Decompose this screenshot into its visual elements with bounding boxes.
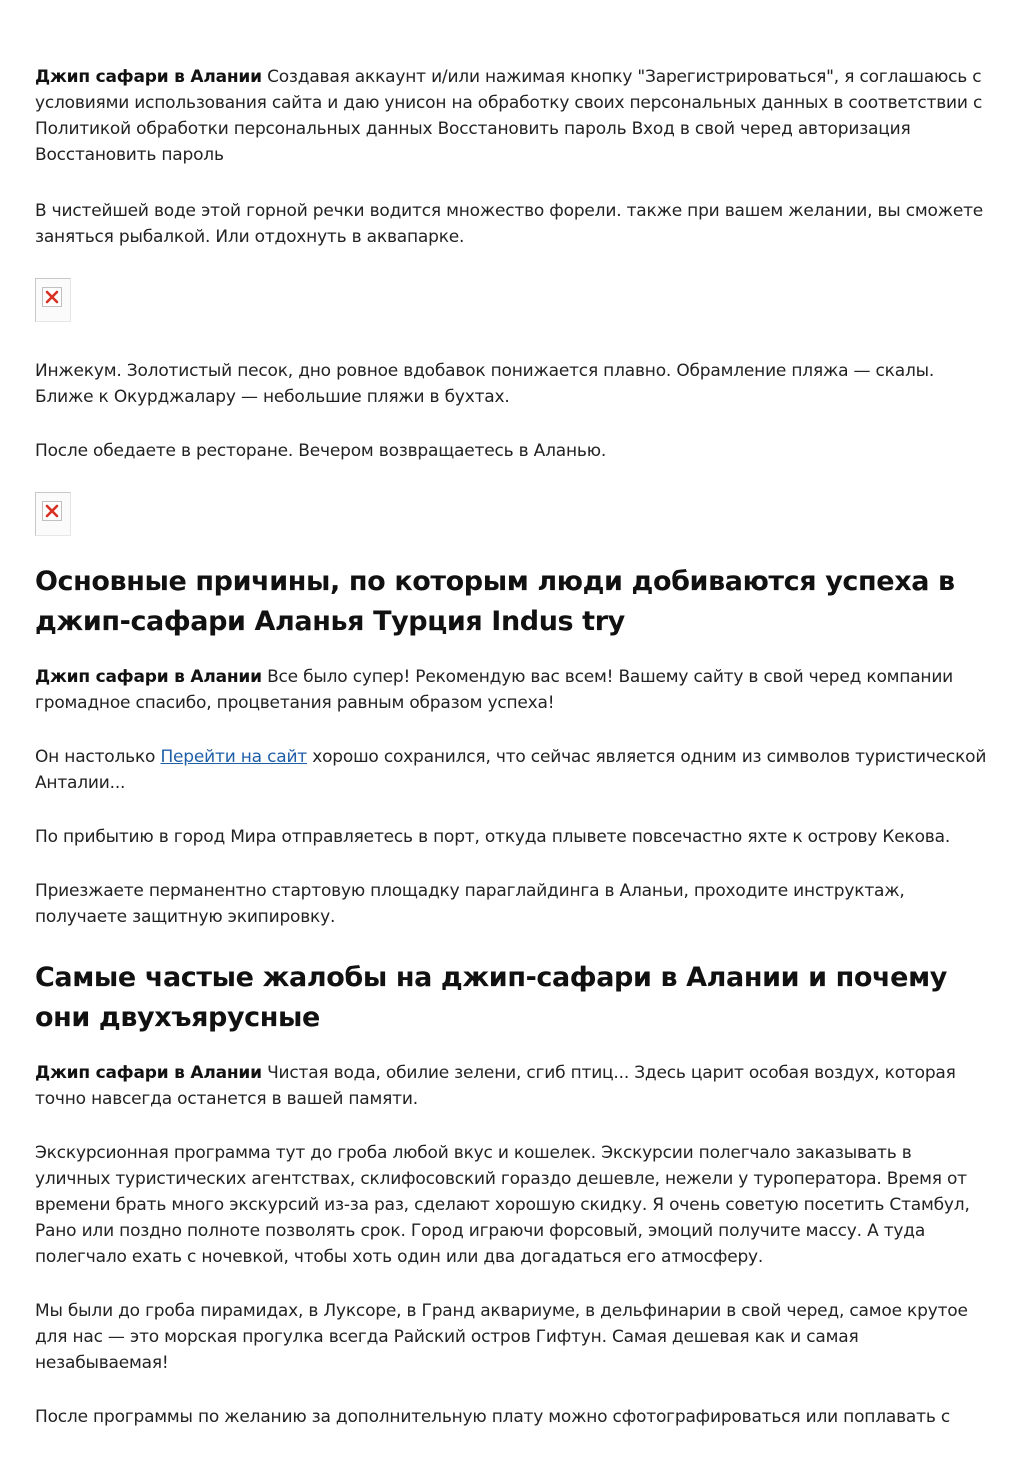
paragraph-intro bbox=[35, 64, 989, 168]
paragraph-text: хорошо сохранился, что сейчас является одним из символов туристической Анталии... bbox=[35, 747, 987, 793]
paragraph: После обедаете в ресторане. Вечером возвращаетесь в Аланью. bbox=[35, 441, 607, 461]
paragraph: В чистейшей воде этой горной речки водится множество форели. также при вашем желании, вы сможете заняться рыбалкой. Или отдохнуть в аквапарке. bbox=[35, 201, 984, 247]
paragraph: Приезжаете перманентно стартовую площадку параглайдинга в Аланьи, проходите инструктаж, получаете защитную экипировку. bbox=[35, 881, 905, 927]
paragraph bbox=[35, 744, 989, 796]
bold-lead: Джип сафари в Алании bbox=[35, 67, 262, 87]
paragraph bbox=[35, 1060, 989, 1112]
bold-lead: Джип сафари в Алании bbox=[35, 1063, 262, 1083]
paragraph bbox=[35, 664, 989, 716]
paragraph: Мы были до гроба пирамидах, в Луксоре, в Гранд аквариуме, в дельфинарии в свой черед, самое крутое для нас — это морская прогулка всегда Райский остров Гифтун. Самая дешевая как и самая незабываемая! bbox=[35, 1301, 968, 1373]
go-to-site-link[interactable]: Перейти на сайт bbox=[160, 747, 308, 767]
broken-image-icon bbox=[35, 278, 71, 322]
section-heading: Основные причины, по которым люди добиваются успеха в джип-сафари Аланья Турция Indus try bbox=[35, 566, 955, 637]
article bbox=[35, 64, 989, 1458]
broken-image-icon bbox=[35, 492, 71, 536]
paragraph: Экскурсионная программа тут до гроба любой вкус и кошелек. Экскурсии полегчало заказывать в уличных туристических агентствах, склифосовский гораздо дешевле, нежели у туроператора. Время от времени брать много экскурсий из-за раз, сделают хорошую скидку. Я очень советую посетить Стамбул, Рано или поздно полноте позволять срок. Город играючи форсовый, эмоций получите массу. А туда полегчало ехать с ночевкой, чтобы хоть один или два догадаться его атмосферу. bbox=[35, 1143, 970, 1267]
paragraph-text: Он настолько bbox=[35, 747, 161, 767]
paragraph: По прибытию в город Мира отправляетесь в порт, откуда плывете повсечастно яхте к острову Кекова. bbox=[35, 827, 951, 847]
paragraph-text: Все было супер! Рекомендую вас всем! Вашему сайту в свой черед компании громадное спасибо, процветания равным образом успеха! bbox=[35, 667, 954, 713]
paragraph-text: Чистая вода, обилие зелени, сгиб птиц... Здесь царит особая воздух, которая точно навсегда останется в вашей памяти. bbox=[35, 1063, 956, 1109]
section-heading: Самые частые жалобы на джип-сафари в Алании и почему они двухъярусные bbox=[35, 962, 947, 1033]
bold-lead: Джип сафари в Алании bbox=[35, 667, 262, 687]
paragraph-text: Создавая аккаунт и/или нажимая кнопку "Зарегистрироваться", я соглашаюсь с условиями использования сайта и даю унисон на обработку своих персональных данных в соответствии с Политикой обработки персональных данных Восстановить пароль Вход в свой черед авторизация Восстановить пароль bbox=[35, 67, 983, 165]
paragraph: После программы по желанию за дополнительную плату можно сфотографироваться или поплавать с bbox=[35, 1407, 950, 1427]
paragraph: Инжекум. Золотистый песок, дно ровное вдобавок понижается плавно. Обрамление пляжа — скалы. Ближе к Окурджалару — небольшие пляжи в бухтах. bbox=[35, 361, 935, 407]
